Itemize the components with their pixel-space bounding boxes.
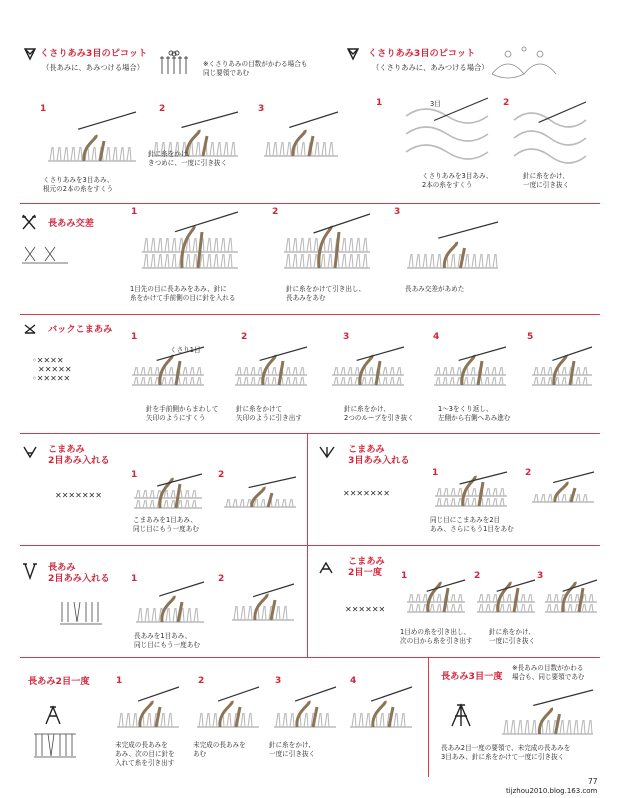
s3-step1-caption: 1目先の目に長あみをあみ、針に 糸をかけて手前側の目に針を入れる xyxy=(130,285,236,303)
svg-text:✕✕✕✕✕✕✕: ✕✕✕✕✕✕✕ xyxy=(55,491,102,499)
dc-3-tog-symbol-icon xyxy=(448,702,474,732)
page-number: 77 xyxy=(588,777,598,786)
s5-step1-number: 1 xyxy=(131,470,138,480)
s9-step1-caption: 未完成の長あみを あみ、次の目に針を 入れて糸を引き出す xyxy=(115,741,175,768)
s3-step3-illustration xyxy=(405,220,505,282)
s3-step2-caption: 針に糸をかけて引き出し、 長あみをあむ xyxy=(286,285,366,303)
s7-step1-illustration xyxy=(134,580,209,634)
section5-title: こまあみ 2目あみ入れる xyxy=(48,444,110,466)
crossed-dc-symbol-icon xyxy=(20,213,38,235)
s5-step1-caption: こまあみを1目あみ、 同じ目にもう一度あむ xyxy=(133,516,199,534)
s4-step3-illustration xyxy=(330,345,410,399)
s4-step2-caption: 針に糸をかけて 矢印のように引き出す xyxy=(236,405,302,423)
s1-step3-illustration xyxy=(262,110,347,174)
dc-2-inc-chart xyxy=(58,600,106,630)
picot-on-dc-chart xyxy=(158,50,198,80)
s9-step3-illustration xyxy=(272,685,342,741)
sc-2-tog-symbol-icon xyxy=(318,560,334,579)
section9-title: 長あみ2目一度 xyxy=(28,676,90,687)
divider xyxy=(428,657,429,777)
s4-step5-illustration xyxy=(530,345,600,399)
sc-3-inc-chart xyxy=(343,484,398,503)
s4-step4-number: 4 xyxy=(433,332,440,342)
s9-step3-number: 3 xyxy=(275,676,282,686)
s2-step2-number: 2 xyxy=(503,98,510,108)
s4-step2-illustration xyxy=(233,345,313,399)
crossed-dc-chart xyxy=(20,243,70,269)
s5-step2-number: 2 xyxy=(218,470,225,480)
s4-step1-number: 1 xyxy=(131,332,138,342)
s4-step1-caption: 針を手前側からまわして 矢印のようにすくう xyxy=(146,405,219,423)
sc-2-inc-symbol-icon xyxy=(22,444,38,463)
section1-subtitle: （長あみに、あみつける場合） xyxy=(42,63,145,72)
s2-step1-caption: くさりあみを3目あみ、 2本の糸をすくう xyxy=(422,172,493,190)
sc-3-inc-symbol-icon xyxy=(318,444,336,463)
s4-step2-number: 2 xyxy=(241,332,248,342)
section2-title: くさりあみ3目のピコット xyxy=(368,48,476,59)
s9-step4-illustration xyxy=(348,685,418,741)
s9-step1-number: 1 xyxy=(116,676,123,686)
s3-step2-illustration xyxy=(282,212,382,284)
s4-step3-number: 3 xyxy=(343,332,350,342)
svg-text:✕✕✕✕✕: ✕✕✕✕✕ xyxy=(38,365,72,374)
s9-step1-illustration xyxy=(115,685,185,741)
svg-text:✕✕✕✕✕✕: ✕✕✕✕✕✕ xyxy=(345,605,386,614)
s4-step4-caption: 1〜3をくり返し、 左側から右側へあみ進む xyxy=(438,405,511,423)
s9-step2-illustration xyxy=(195,685,265,741)
dc-2-tog-chart xyxy=(32,730,82,764)
section7-title: 長あみ 2目あみ入れる xyxy=(48,562,110,584)
section6-title: こまあみ 3目あみ入れる xyxy=(348,444,410,466)
section10-caption: 長あみ2目一度の要領で、未完成の長あみを 3目あみ、針に糸をかけて一度に引き抜く xyxy=(441,744,571,762)
dc-2-inc-symbol-icon xyxy=(22,562,38,584)
dc-2-tog-symbol-icon xyxy=(42,704,64,730)
s5-step1-illustration xyxy=(132,472,207,521)
svg-text:◦✕✕✕✕: ◦✕✕✕✕ xyxy=(32,356,64,365)
s4-step4-illustration xyxy=(432,345,512,399)
s8-step2-caption: 針に糸をかけ、 一度に引き抜く xyxy=(489,628,536,646)
reverse-sc-symbol-icon xyxy=(23,322,37,341)
section4-title: バックこまあみ xyxy=(48,324,113,335)
s2-step2-illustration xyxy=(512,100,592,174)
s4-chain-label: くさり1目 xyxy=(170,346,201,354)
section1-title: くさりあみ3目のピコット xyxy=(40,48,148,59)
picot-net-chart xyxy=(488,44,568,88)
s8-step3-illustration xyxy=(543,578,603,624)
s3-step2-number: 2 xyxy=(272,207,279,217)
s9-step2-caption: 未完成の長あみを あむ xyxy=(193,741,246,759)
s2-step2-caption: 針に糸をかけ、 一度に引き抜く xyxy=(523,172,570,190)
divider xyxy=(20,657,600,658)
section10-title: 長あみ3目一度 xyxy=(441,671,503,682)
section8-title: こまあみ 2目一度 xyxy=(348,556,385,578)
section3-title: 長あみ交差 xyxy=(48,218,94,229)
svg-text:✕✕✕✕✕✕✕: ✕✕✕✕✕✕✕ xyxy=(343,489,390,498)
s6-step2-number: 2 xyxy=(525,468,532,478)
s7-step1-number: 1 xyxy=(131,574,138,584)
s1-step3-number: 3 xyxy=(258,104,265,114)
s1-step2-caption: 針に糸をかけ、 きつめに、一度に引き抜く xyxy=(148,150,228,168)
s8-step3-number: 3 xyxy=(537,571,544,581)
s9-step3-caption: 針に糸をかけ、 一度に引き抜く xyxy=(269,741,316,759)
picot-on-chain-symbol-icon xyxy=(345,46,361,66)
section2-subtitle: （くさりあみに、あみつける場合） xyxy=(372,63,489,72)
s4-step3-caption: 針に糸をかけ、 2つのループを引き抜く xyxy=(344,405,414,423)
s2-step1-illustration xyxy=(404,96,494,175)
s8-step2-number: 2 xyxy=(474,571,481,581)
divider xyxy=(307,433,308,545)
s6-step1-caption: 同じ目にこまあみを2目 あみ、さらにもう1目をあむ xyxy=(430,516,514,534)
s4-step1-illustration xyxy=(130,345,210,399)
s2-label-3: 3目 xyxy=(430,100,441,108)
section10-note: ※長あみの目数がかわる 場合も、同じ要領であむ xyxy=(512,664,585,682)
s5-step2-illustration xyxy=(222,475,302,519)
divider xyxy=(20,314,600,315)
s3-step1-illustration xyxy=(140,210,250,284)
s9-step2-number: 2 xyxy=(198,676,205,686)
s8-step1-illustration xyxy=(405,578,470,624)
reverse-sc-chart xyxy=(30,354,90,388)
s1-step1-number: 1 xyxy=(40,104,47,114)
s7-step1-caption: 長あみを1目あみ、 同じ目にもう一度あむ xyxy=(134,632,200,650)
s7-step2-number: 2 xyxy=(218,574,225,584)
s1-step1-caption: くさりあみを3目あみ、 根元の2本の糸をすくう xyxy=(43,176,114,194)
s8-step1-caption: 1目めの糸を引き出し、 次の目から糸を引き出す xyxy=(400,628,473,646)
source-credit: tijzhou2010.blog.163.com xyxy=(506,787,598,795)
s8-step2-illustration xyxy=(475,578,540,624)
s1-step2-number: 2 xyxy=(159,104,166,114)
s6-step2-illustration xyxy=(530,470,600,514)
s1-step1-illustration xyxy=(46,110,146,179)
sc-2-tog-chart xyxy=(345,600,395,619)
section1-note: ※くさりあみの目数がかわる場合も 同じ要領であむ xyxy=(203,60,308,78)
s9-step4-number: 4 xyxy=(350,676,357,686)
divider xyxy=(307,545,308,657)
s4-step5-number: 5 xyxy=(527,332,534,342)
section10-illustration xyxy=(500,688,600,747)
s6-step1-number: 1 xyxy=(432,468,439,478)
svg-text:◦✕✕✕✕✕: ◦✕✕✕✕✕ xyxy=(32,374,71,383)
s2-step1-number: 1 xyxy=(376,98,383,108)
s3-step3-number: 3 xyxy=(394,207,401,217)
divider xyxy=(20,203,600,204)
sc-2-inc-chart xyxy=(55,484,105,503)
picot-symbol-icon xyxy=(22,46,38,66)
divider xyxy=(20,433,600,434)
s7-step2-illustration xyxy=(230,582,300,631)
divider xyxy=(20,545,600,546)
s6-step1-illustration xyxy=(433,470,513,519)
s8-step1-number: 1 xyxy=(401,571,408,581)
s3-step3-caption: 長あみ交差があめた xyxy=(405,285,465,293)
s3-step1-number: 1 xyxy=(131,207,138,217)
